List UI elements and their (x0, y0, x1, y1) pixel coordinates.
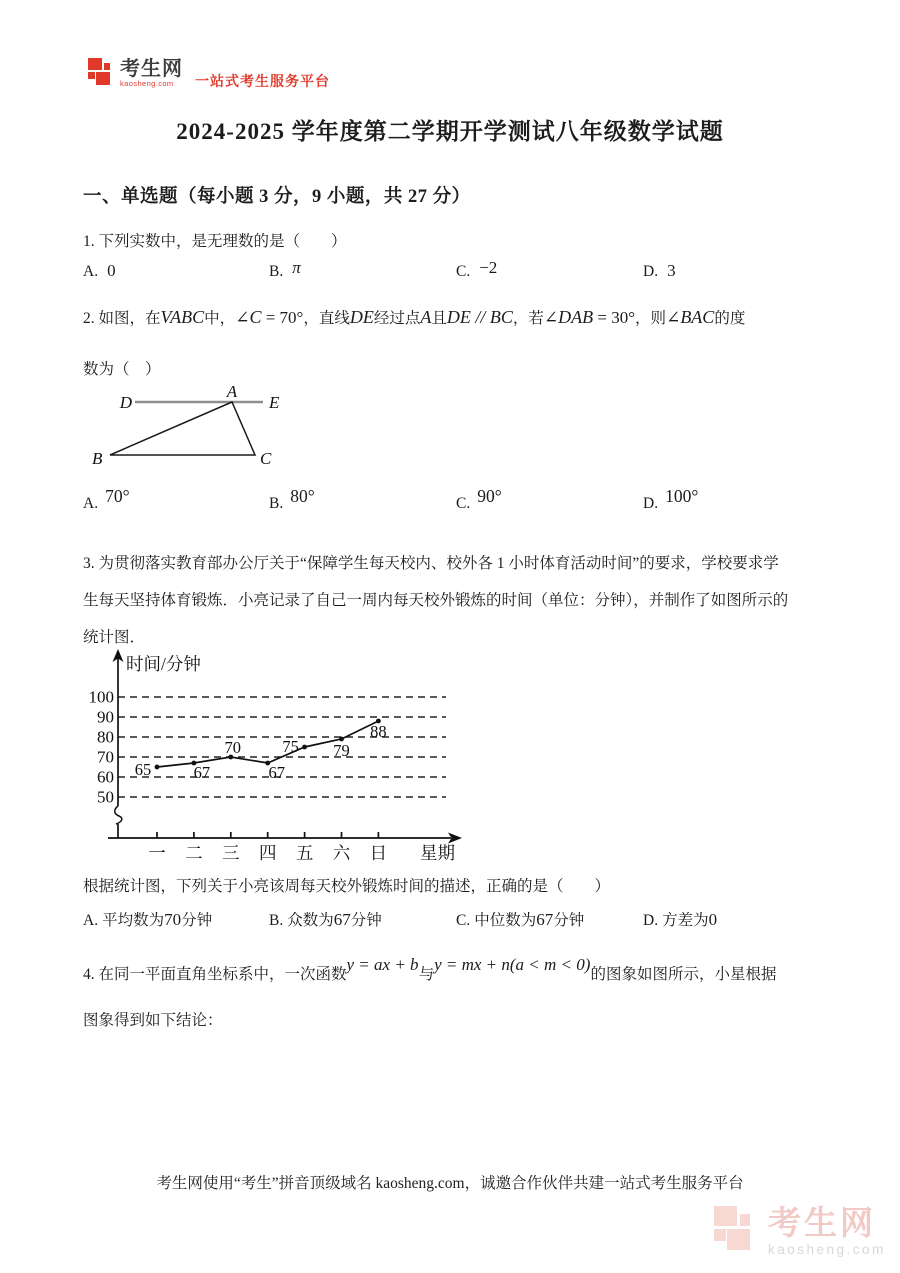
q3-text-line1: 3. 为贯彻落实教育部办公厅关于“保障学生每天校内、校外各 1 小时体育活动时间”的要求，学校要求学 (83, 555, 779, 572)
q3-text-line2: 生每天坚持体育锻炼．小亮记录了自己一周内每天校外锻炼的时间（单位：分钟），并制作了如图所示的 (83, 592, 789, 609)
figure-label-C: C (260, 449, 272, 468)
kaosheng-logo (88, 58, 330, 91)
watermark-logo (714, 1206, 886, 1257)
svg-text:50: 50 (97, 787, 114, 807)
svg-text:二: 二 (185, 843, 203, 863)
watermark-text-block (768, 1206, 886, 1257)
svg-text:75: 75 (282, 737, 299, 756)
svg-text:67: 67 (268, 763, 285, 782)
svg-text:100: 100 (88, 687, 114, 707)
q2-option-d: D. 100° (643, 486, 699, 512)
svg-text:80: 80 (97, 727, 114, 747)
svg-text:70: 70 (224, 738, 242, 757)
svg-text:79: 79 (333, 741, 350, 760)
q3-option-c: C. 中位数为67分钟 (456, 910, 585, 929)
figure-label-A: A (226, 383, 238, 401)
watermark-domain: kaosheng.com (768, 1242, 886, 1257)
logo-tagline: 一站式考生服务平台 (195, 73, 330, 89)
q3-question: 根据统计图，下列关于小亮该周每天校外锻炼时间的描述，正确的是（ ） (83, 878, 611, 895)
svg-text:60: 60 (97, 767, 114, 787)
svg-text:六: 六 (332, 843, 351, 863)
svg-text:一: 一 (148, 843, 166, 863)
svg-text:星期: 星期 (420, 843, 455, 863)
svg-text:四: 四 (258, 843, 277, 863)
svg-text:日: 日 (369, 843, 388, 863)
q4-text-line2: 图象得到如下结论： (83, 1012, 223, 1029)
logo-name: 考生网 (120, 58, 183, 80)
svg-text:67: 67 (193, 763, 211, 782)
q2-text-line2: 数为（ ） (83, 361, 161, 378)
svg-text:五: 五 (295, 843, 314, 863)
q2-option-a: A. 70° (83, 486, 130, 512)
q3-option-b: B. 众数为67分钟 (269, 910, 382, 929)
q3-text-line3: 统计图． (83, 629, 146, 646)
q3-option-d: D. 方差为0 (643, 910, 718, 929)
q4-text-line1: 4. 在同一平面直角坐标系中，一次函数y = ax + b与y = mx + n(a < m < 0)的图象如图所示，小星根据 (83, 955, 777, 983)
q1-option-d: D. 3 (643, 261, 676, 280)
svg-text:88: 88 (370, 722, 387, 741)
triangle-figure (90, 383, 320, 478)
kaosheng-logo-icon (88, 58, 116, 86)
figure-label-E: E (269, 393, 280, 412)
svg-text:90: 90 (97, 707, 114, 727)
q2-option-b: B. 80° (269, 486, 315, 512)
footer-text: 考生网使用“考生”拼音顶级域名 kaosheng.com，诚邀合作伙伴共建一站式考生服务平台 (156, 1175, 744, 1192)
svg-text:时间/分钟: 时间/分钟 (126, 654, 201, 674)
logo-text-block (120, 58, 183, 88)
svg-text:70: 70 (97, 747, 114, 767)
q1-option-c: C. −2 (456, 258, 498, 280)
q1-option-b: B. π (269, 258, 301, 280)
logo-domain: kaosheng.com (120, 79, 174, 88)
exercise-time-line-chart (88, 648, 466, 868)
watermark-name: 考生网 (768, 1204, 876, 1241)
svg-text:三: 三 (222, 843, 240, 863)
figure-label-D: D (119, 393, 132, 412)
q2-text-line1: 2. 如图，在VABC中，∠C = 70°，直线DE经过点A且DE // BC，若∠DAB = 30°，则∠BAC的度 (83, 307, 746, 327)
section-heading: 一、单选题（每小题 3 分，9 小题，共 27 分） (83, 187, 471, 207)
q3-option-a: A. 平均数为70分钟 (83, 910, 213, 929)
svg-text:65: 65 (134, 760, 152, 779)
figure-label-B: B (92, 449, 103, 468)
q2-option-c: C. 90° (456, 486, 502, 512)
q1-option-a: A. 0 (83, 261, 116, 280)
watermark-logo-icon (714, 1206, 760, 1252)
q1-text: 1. 下列实数中，是无理数的是（ ） (83, 233, 347, 250)
page-title: 2024-2025 学年度第二学期开学测试八年级数学试题 (176, 119, 724, 144)
